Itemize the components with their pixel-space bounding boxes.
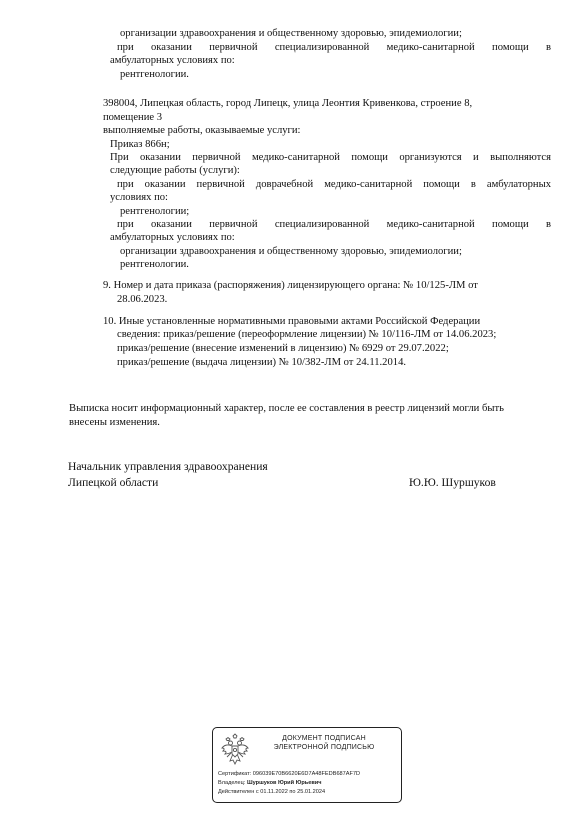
top-ambulatory-line: амбулаторных условиях по: <box>110 55 235 66</box>
electronic-signature-stamp <box>212 727 402 803</box>
radiology-item-1: рентгенологии; <box>120 206 190 217</box>
special-care-line: при оказании первичной специализированной медико-санитарной помощи в <box>117 219 551 230</box>
stamp-owner-label: Владелец: <box>218 780 246 786</box>
stamp-header-line2: ЭЛЕКТРОННОЙ ПОДПИСЬЮ <box>273 744 375 751</box>
address-line: 398004, Липецкая область, город Липецк, улица Леонтия Кривенкова, строение 8, <box>103 98 473 109</box>
signatory-position-line2: Липецкой области <box>68 476 159 489</box>
item-10-line2: сведения: приказ/решение (переоформление лицензии) № 10/116-ЛМ от 14.06.2023; <box>117 329 497 340</box>
signatory-position-line1: Начальник управления здравоохранения <box>68 460 268 473</box>
stamp-validity: Действителен с 01.11.2022 по 25.01.2024 <box>218 789 326 795</box>
address-premises: помещение 3 <box>103 112 163 123</box>
item-9-line2: 28.06.2023. <box>117 294 168 305</box>
signatory-name: Ю.Ю. Шуршуков <box>409 476 496 489</box>
stamp-owner-name: Шуршуков Юрий Юрьевич <box>247 780 322 786</box>
note-line2: внесены изменения. <box>69 417 160 428</box>
item-10-line3: приказ/решение (внесение изменений в лицензию) № 6929 от 29.07.2022; <box>117 343 449 354</box>
works-heading: выполняемые работы, оказываемые услуги: <box>103 125 301 136</box>
prevrach-care-line: при оказании первичной доврачебной медико-санитарной помощи в амбулаторных <box>117 179 551 190</box>
stamp-certificate: Сертификат: 096039E70B6620E6D7A48FEDB687AF7D <box>218 771 361 777</box>
radiology-item-2: рентгенологии. <box>120 259 189 270</box>
primary-care-line: При оказании первичной медико-санитарной помощи организуются и выполняются <box>110 152 551 163</box>
stamp-owner <box>218 780 321 787</box>
order-866n: Приказ 866н; <box>110 139 170 150</box>
prevrach-conditions: условиях по: <box>110 192 168 203</box>
org-health-line: организации здравоохранения и общественному здоровью, эпидемиологии; <box>120 246 462 257</box>
stamp-header-line1: ДОКУМЕНТ ПОДПИСАН <box>282 735 366 742</box>
item-10-line1: 10. Иные установленные нормативными правовыми актами Российской Федерации <box>103 316 481 327</box>
top-special-care-line: при оказании первичной специализированной медико-санитарной помощи в <box>117 42 551 53</box>
top-radiology-line: рентгенологии. <box>120 69 189 80</box>
russian-coat-of-arms-icon <box>220 733 250 767</box>
special-conditions: амбулаторных условиях по: <box>110 232 235 243</box>
top-org-line: организации здравоохранения и общественному здоровью, эпидемиологии; <box>120 28 462 39</box>
note-line1: Выписка носит информационный характер, после ее составления в реестр лицензий могли быть <box>69 403 504 414</box>
item-10-line4: приказ/решение (выдача лицензии) № 10/382-ЛМ от 24.11.2014. <box>117 357 407 368</box>
primary-care-works: следующие работы (услуги): <box>110 165 240 176</box>
item-9-line1: 9. Номер и дата приказа (распоряжения) лицензирующего органа: № 10/125-ЛМ от <box>103 280 478 291</box>
